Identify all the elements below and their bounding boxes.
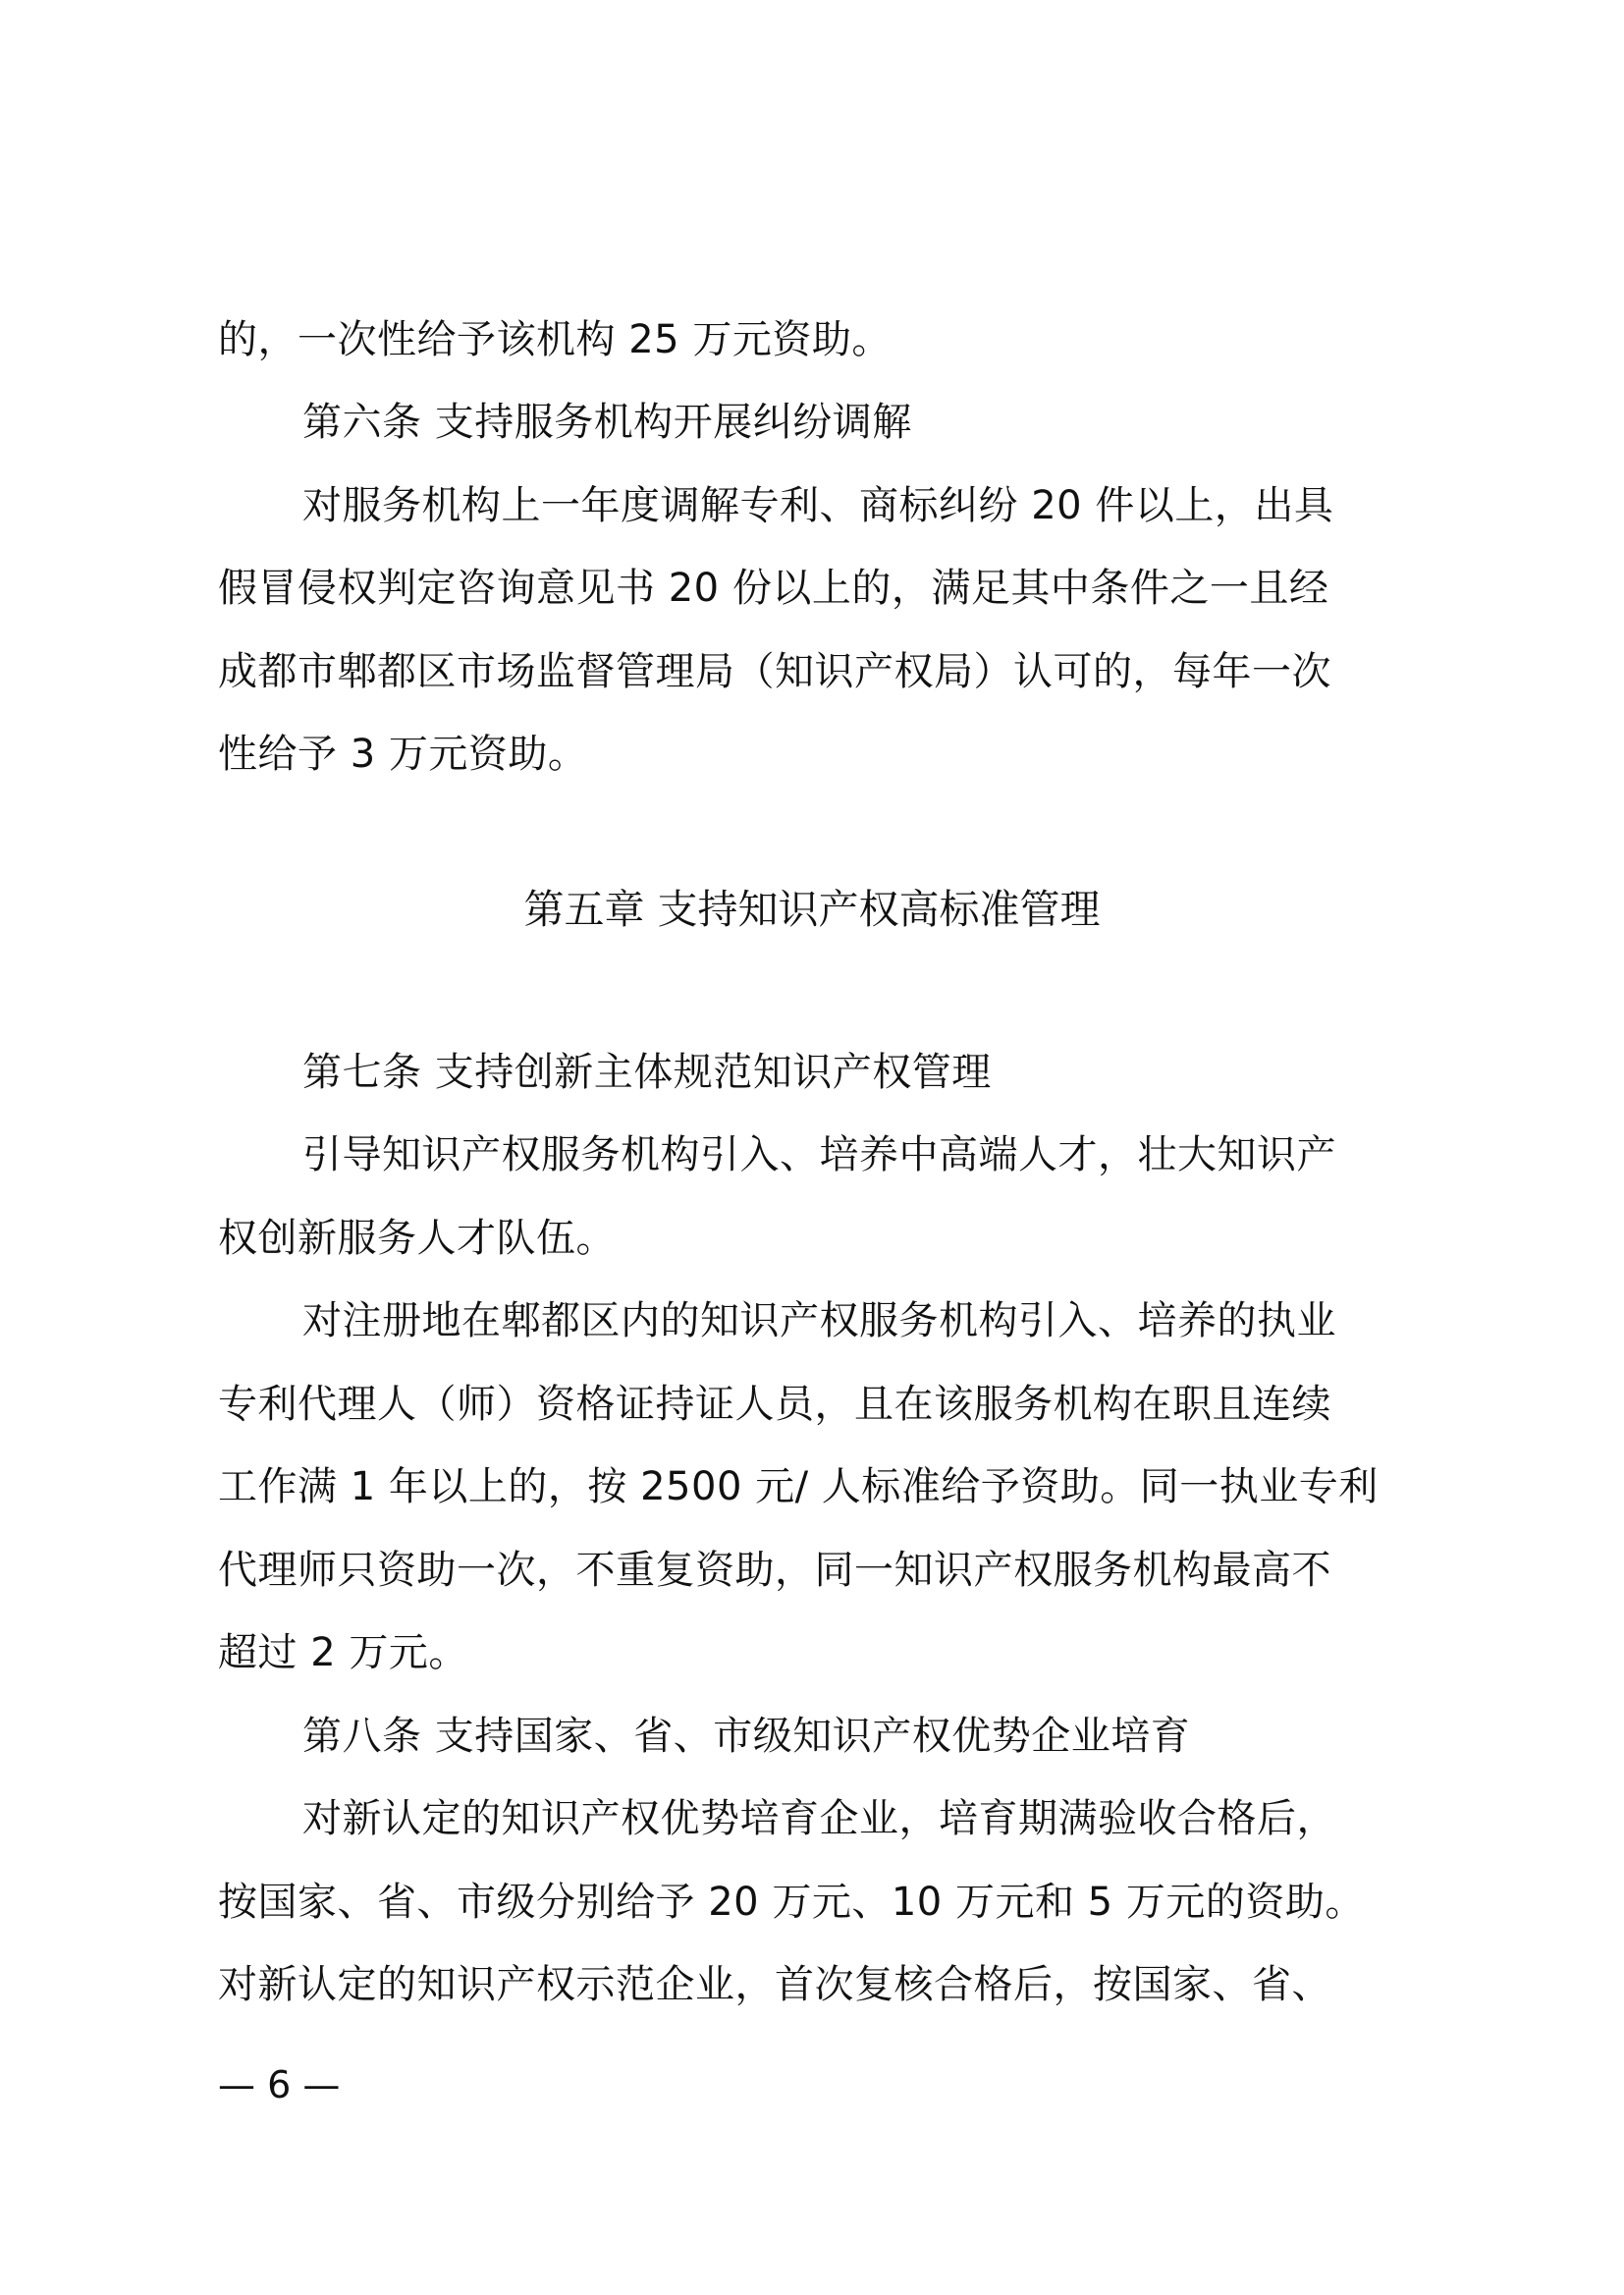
page-number: — 6 — xyxy=(218,2063,341,2106)
body-line: 性给予 3 万元资助。 xyxy=(218,732,588,777)
body-line: 专利代理人（师）资格证持证人员，且在该服务机构在职且连续 xyxy=(218,1382,1331,1427)
body-line: 的，一次性给予该机构 25 万元资助。 xyxy=(218,317,892,362)
chapter-5-heading: 第五章 支持知识产权高标准管理 xyxy=(523,886,1101,933)
body-line: 假冒侵权判定咨询意见书 20 份以上的，满足其中条件之一且经 xyxy=(218,566,1329,611)
body-line: 工作满 1 年以上的，按 2500 元/ 人标准给予资助。同一执业专利 xyxy=(218,1464,1379,1509)
body-line: 对注册地在郫都区内的知识产权服务机构引入、培养的执业 xyxy=(302,1298,1336,1343)
body-line: 对新认定的知识产权优势培育企业，培育期满验收合格后， xyxy=(302,1796,1336,1841)
body-line: 引导知识产权服务机构引入、培养中高端人才，壮大知识产 xyxy=(302,1132,1336,1177)
article-7-title: 第七条 支持创新主体规范知识产权管理 xyxy=(302,1050,992,1095)
body-line: 代理师只资助一次，不重复资助，同一知识产权服务机构最高不 xyxy=(218,1548,1331,1593)
body-line: 对新认定的知识产权示范企业，首次复核合格后，按国家、省、 xyxy=(218,1962,1331,2007)
body-line: 对服务机构上一年度调解专利、商标纠纷 20 件以上，出具 xyxy=(302,483,1334,528)
body-line: 权创新服务人才队伍。 xyxy=(218,1216,616,1261)
body-line: 超过 2 万元。 xyxy=(218,1630,468,1675)
article-8-title: 第八条 支持国家、省、市级知识产权优势企业培育 xyxy=(302,1714,1191,1759)
body-line: 按国家、省、市级分别给予 20 万元、10 万元和 5 万元的资助。 xyxy=(218,1880,1365,1925)
article-6-title: 第六条 支持服务机构开展纠纷调解 xyxy=(302,400,912,445)
body-line: 成都市郫都区市场监督管理局（知识产权局）认可的，每年一次 xyxy=(218,649,1331,694)
